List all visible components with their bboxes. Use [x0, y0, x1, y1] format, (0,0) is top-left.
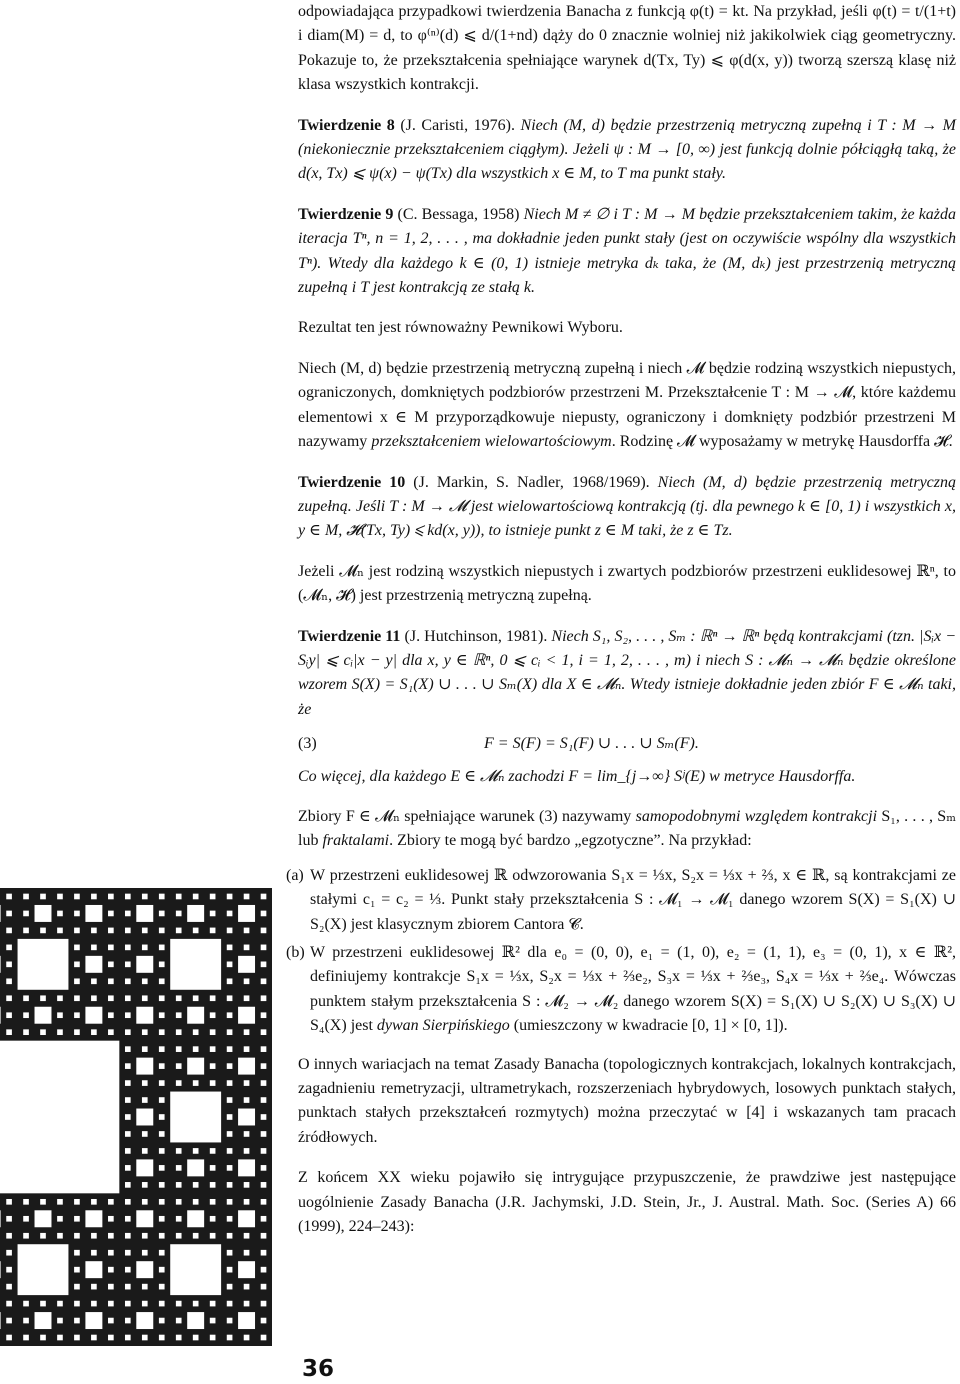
example-b-marker: (b) [286, 944, 305, 961]
example-b-tail: (umieszczony w kwadracie [0, 1] × [0, 1]). [513, 1017, 788, 1035]
multivalued-term: przekształceniem wielowartościowym [371, 433, 612, 451]
fractals-term-2: fraktalami [322, 832, 390, 850]
theorem-11-tail: Co więcej, dla każdego E ∈ 𝓜ₙ zachodzi F = lim_{j→∞} Sʲ(E) w metryce Hausdorffa. [298, 767, 856, 785]
text-column [286, 0, 957, 1255]
fractals-text-1: Zbiory F ∈ 𝓜ₙ spełniające warunek (3) nazywamy [298, 807, 632, 825]
variations-paragraph: O innych wariacjach na temat Zasady Banacha (topologicznych kontrakcjach, lokalnych kontrakcjach, zagadnieniu remetryzacji, ultrametrykach, rozszerzeniach hybrydowych, losowych punktach stałych, punktach stałych przekształceń rozmytych) można przeczytać w [4] i wskazanych tam pracach źródłowych. [298, 1055, 956, 1146]
fractals-paragraph [298, 805, 956, 854]
theorem-9-body: Niech M ≠ ∅ i T : M → M będzie przekształceniem takim, że każda iteracja Tⁿ, n = 1, 2, . . . , ma dokładnie jeden punkt stały (jest on oczywiście wspólny dla wszystkich Tⁿ). Wtedy dla każdego k ∈ (0, 1) istnieje metryka dₖ taka, że (M, dₖ) jest przestrzenią metryczną zupełną i T jest kontrakcją ze stałą k. [298, 205, 957, 297]
multivalued-text-1: Niech (M, d) będzie przestrzenią metryczną zupełną i niech 𝓜 będzie rodziną wszystkich niepustych, ograniczonych, domkniętych podzbiorów przestrzeni M. Przekształcenie T : M → 𝓜, które każdemu elementowi x ∈ M przyporządkowuje niepusty, ograniczony i domknięty podzbiór przestrzeni M nazywamy [298, 359, 956, 451]
example-b-term: dywan Sierpińskiego [376, 1017, 510, 1035]
page-number: 36 [302, 1356, 335, 1382]
theorem-9-source: (C. Bessaga, 1958) [397, 205, 520, 223]
compact-note: Jeżeli 𝓜ₙ jest rodziną wszystkich niepustych i zwartych podzbiorów przestrzeni euklidesowej ℝⁿ, to (𝓜ₙ, 𝓗) jest przestrzenią metryczną zupełną. [298, 562, 956, 605]
equation-3 [298, 732, 956, 756]
list-item [286, 941, 956, 1039]
example-b-text: W przestrzeni euklidesowej ℝ² dla e₀ = (0, 0), e₁ = (1, 0), e₂ = (1, 1), e₃ = (0, 1), x ∈ ℝ², definiujemy kontrakcje S₁x = ⅓x, S₂x = ⅓x + ⅔e₂, S₃x = ⅓x + ⅔e₃, S₄x = ⅓x + ⅔e₄. Wówczas punktem stałym przekształcenia S : 𝓜₂ → 𝓜₂ danego wzorem S(X) = S₁(X) ∪ S₂(X) ∪ S₃(X) ∪ S₄(X) jest [310, 944, 956, 1035]
sierpinski-carpet-image [0, 888, 272, 1346]
example-a-marker: (a) [286, 866, 304, 884]
equation-body: F = S(F) = S₁(F) ∪ . . . ∪ Sₘ(F). [484, 735, 699, 753]
examples-list [286, 864, 956, 1039]
theorem-10-heading: Twierdzenie 10 [298, 473, 406, 491]
theorem-11 [298, 625, 956, 723]
theorem-11-body: Niech S₁, S₂, . . . , Sₘ : ℝⁿ → ℝⁿ będą kontrakcjami (tzn. |Sᵢx − Sᵢy| ⩽ cᵢ|x − y| dla x, y ∈ ℝⁿ, 0 ⩽ cᵢ < 1, i = 1, 2, . . . , m) i niech S : 𝓜ₙ → 𝓜ₙ będzie określone wzorem S(X) = S₁(X) ∪ . . . ∪ Sₘ(X) dla X ∈ 𝓜ₙ. Wtedy istnieje dokładnie jeden zbiór F ∈ 𝓜ₙ taki, że [298, 627, 957, 718]
multivalued-text-2: . Rodzinę 𝓜 wyposażamy w metrykę Hausdorffa 𝓗. [611, 433, 953, 451]
theorem-10-body: Niech (M, d) będzie przestrzenią metryczną zupełną. Jeśli T : M → 𝓜 jest wielowartościową kontrakcją (tj. dla pewnego k ∈ [0, 1) i wszystkich x, y ∈ M, 𝓗(Tx, Ty) ⩽ kd(x, y)), to istnieje punkt z ∈ M taki, że z ∈ Tz. [298, 473, 956, 540]
theorem-8 [298, 114, 956, 187]
theorem-10 [298, 471, 956, 544]
fractals-text-2: S₁, . . . , Sₘ lub [298, 807, 957, 850]
fractals-term-1: samopodobnymi względem kontrakcji [635, 807, 878, 825]
theorem-8-heading: Twierdzenie 8 [298, 116, 395, 134]
fractals-text-3: . Zbiory te mogą być bardzo „egzotyczne”. Na przykład: [389, 832, 752, 850]
sierpinski-carpet-figure [0, 888, 272, 1346]
theorem-10-source: (J. Markin, S. Nadler, 1968/1969). [413, 473, 650, 491]
example-b-body [310, 941, 956, 1039]
closing-paragraph: Z końcem XX wieku pojawiło się intrygujące przypuszczenie, że prawdziwe jest następujące uogólnienie Zasady Banacha (J.R. Jachymski, J.D. Stein, Jr., J. Austral. Math. Soc. (Series A) 66 (1999), 224–243): [298, 1169, 956, 1236]
example-a-text: W przestrzeni euklidesowej ℝ odwzorowania S₁x = ⅓x, S₂x = ⅓x + ⅔, x ∈ ℝ, są kontrakcjami ze stałymi c₁ = c₂ = ⅓. Punkt stały przekształcenia S : 𝓜₁ → 𝓜₁ danego wzorem S(X) = S₁(X) ∪ S₂(X) jest klasycznym zbiorem Cantora 𝓒. [310, 866, 956, 933]
theorem-9 [298, 203, 956, 301]
multivalued-paragraph [298, 357, 956, 455]
theorem-8-body: Niech (M, d) będzie przestrzenią metryczną zupełną i T : M → M (niekoniecznie przekształceniem ciągłym). Jeżeli ψ : M → [0, ∞) jest funkcją dolnie półciągłą taką, że d(x, Tx) ⩽ ψ(x) − ψ(Tx) dla wszystkich x ∈ M, to T ma punkt stały. [298, 116, 957, 183]
list-item [286, 864, 956, 937]
theorem-8-source: (J. Caristi, 1976). [400, 116, 515, 134]
theorem-11-heading: Twierdzenie 11 [298, 627, 401, 645]
intro-paragraph: odpowiadająca przypadkowi twierdzenia Banacha z funkcją φ(t) = kt. Na przykład, jeśli φ(t) = t/(1+t) i diam(M) = d, to φ⁽ⁿ⁾(d) ⩽ d/(1+nd) dąży do 0 znacznie wolniej niż jakikolwiek ciąg geometryczny. Pokazuje to, że przekształcenia spełniające warynek d(Tx, Ty) ⩽ φ(d(x, y)) tworzą szerszą klasę niż klasa wszystkich kontrakcji. [298, 3, 956, 94]
equation-number: (3) [298, 735, 317, 753]
theorem-11-source: (J. Hutchinson, 1981). [404, 627, 548, 645]
theorem-9-heading: Twierdzenie 9 [298, 205, 394, 223]
result-note: Rezultat ten jest równoważny Pewnikowi Wyboru. [298, 319, 623, 337]
